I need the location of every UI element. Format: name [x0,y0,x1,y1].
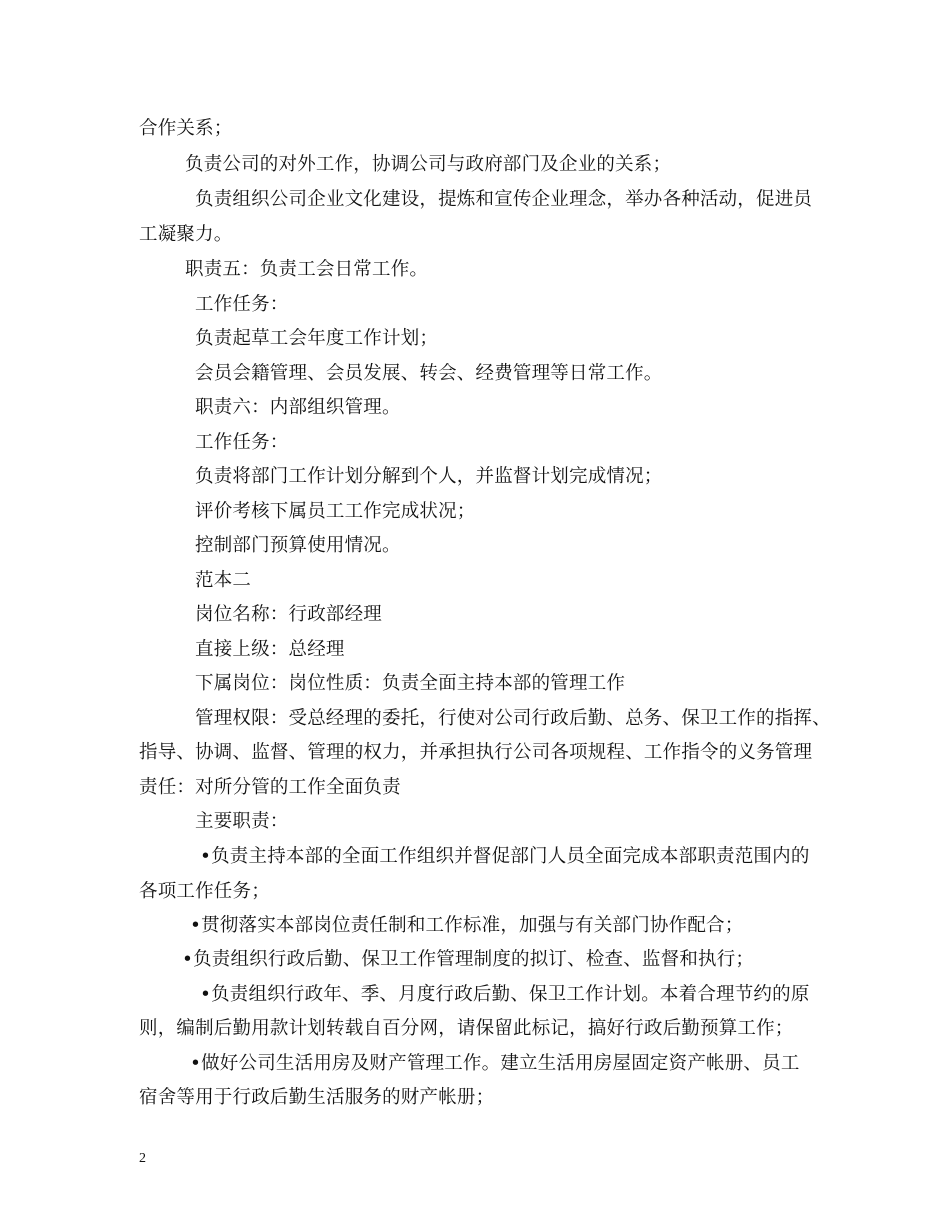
text-line: 评价考核下属员工工作完成状况； [195,501,476,522]
text-line: 指导、协调、监督、管理的权力，并承担执行公司各项规程、工作指令的义务管理 [139,742,813,763]
text-line: 工凝聚力。 [139,224,233,245]
bullet-item: •贯彻落实本部岗位责任制和工作标准，加强与有关部门协作配合； [190,915,744,936]
text-line: 负责将部门工作计划分解到个人，并监督计划完成情况； [195,466,663,487]
text-line: 工作任务： [195,432,289,453]
text-line: 负责组织公司企业文化建设，提炼和宣传企业理念，举办各种活动，促进员 [195,189,813,210]
text-line: 责任：对所分管的工作全面负责 [139,777,401,798]
bullet-item: •负责组织行政年、季、月度行政后勤、保卫工作计划。本着合理节约的原 [200,984,810,1005]
text-line: 则，编制后勤用款计划转载自百分网，请保留此标记，搞好行政后勤预算工作； [139,1018,794,1039]
text-line: 会员会籍管理、会员发展、转会、经费管理等日常工作。 [195,363,663,384]
text-line: 控制部门预算使用情况。 [195,535,401,556]
page-number: 2 [139,1151,146,1166]
bullet-item: •负责主持本部的全面工作组织并督促部门人员全面完成本部职责范围内的 [200,846,810,867]
text-line: 合作关系； [139,118,233,139]
text-line: 宿舍等用于行政后勤生活服务的财产帐册； [139,1087,495,1108]
text-line: 主要职责： [195,811,289,832]
bullet-item: •负责组织行政后勤、保卫工作管理制度的拟订、检查、监督和执行； [182,949,755,970]
bullet-item: •做好公司生活用房及财产管理工作。建立生活用房屋固定资产帐册、员工 [190,1053,800,1074]
text-line: 管理权限：受总经理的委托，行使对公司行政后勤、总务、保卫工作的指挥、 [195,708,831,729]
text-line: 工作任务： [195,294,289,315]
section-heading: 范本二 [195,570,252,591]
text-line: 职责六：内部组织管理。 [195,397,401,418]
text-line: 负责起草工会年度工作计划； [195,328,439,349]
text-line: 各项工作任务； [139,881,270,902]
text-line: 职责五：负责工会日常工作。 [185,259,429,280]
text-line: 下属岗位：岗位性质：负责全面主持本部的管理工作 [195,673,626,694]
text-line: 直接上级：总经理 [195,639,345,660]
text-line: 负责公司的对外工作，协调公司与政府部门及企业的关系； [185,154,672,175]
text-line: 岗位名称：行政部经理 [195,604,383,625]
